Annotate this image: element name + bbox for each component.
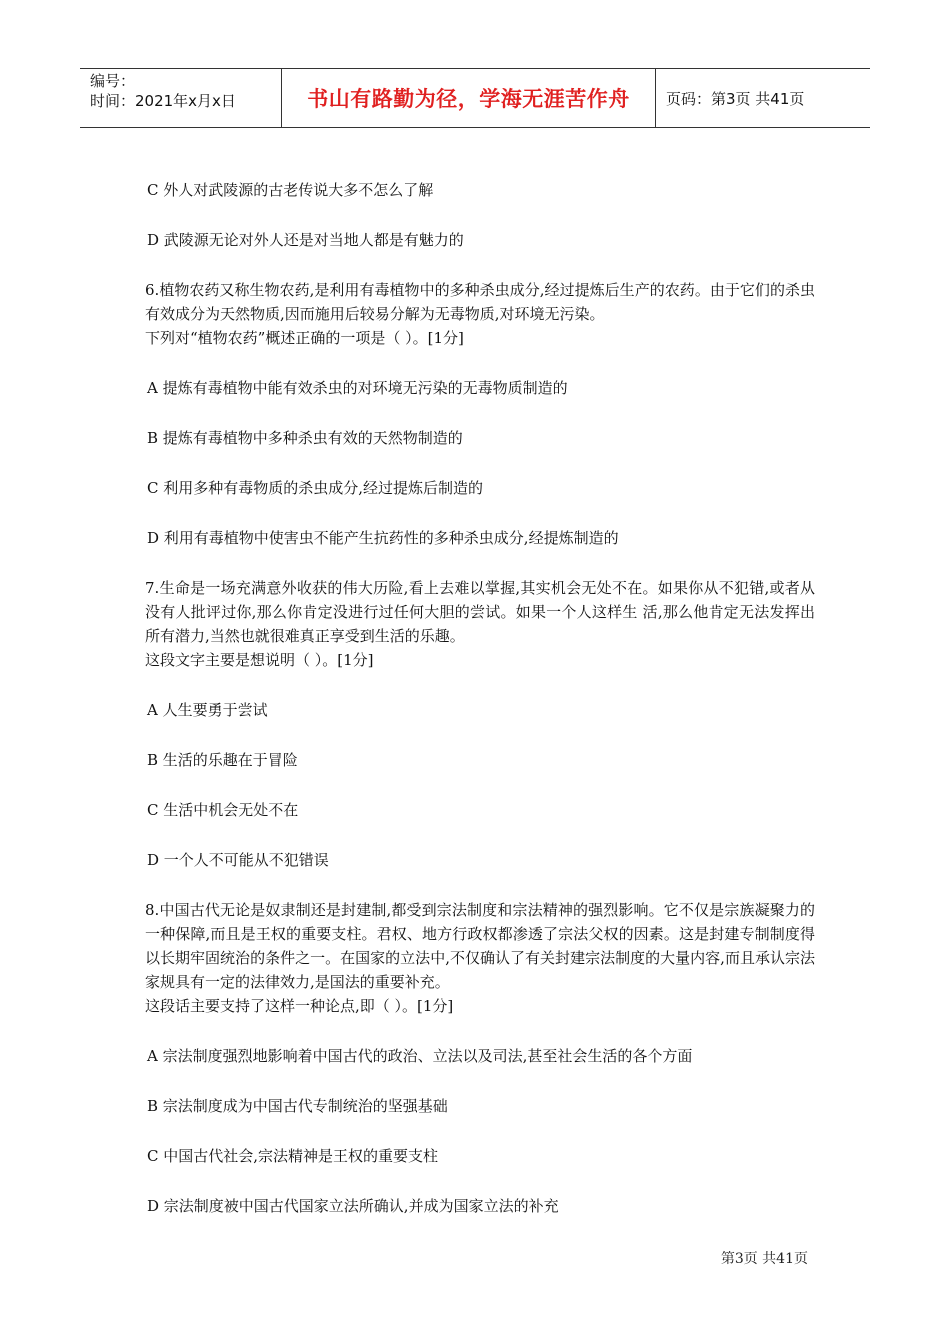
q8-option-d: D 宗法制度被中国古代国家立法所确认,并成为国家立法的补充 [147, 1197, 559, 1215]
header-meta [80, 69, 282, 127]
q6-option-d: D 利用有毒植物中使害虫不能产生抗药性的多种杀虫成分,经提炼制造的 [147, 529, 619, 547]
q8-option-b: B 宗法制度成为中国古代专制统治的坚强基础 [147, 1097, 448, 1115]
header-motto: 书山有路勤为径，学海无涯苦作舟 [282, 69, 656, 127]
page-footer: 第3页 共41页 [720, 1251, 808, 1267]
question-6-prompt: 下列对“植物农药”概述正确的一项是（ ）。[1分] [145, 329, 464, 347]
date-label: 时间：2021年x月x日 [90, 92, 236, 110]
question-7-prompt: 这段文字主要是想说明（ ）。[1分] [145, 651, 374, 669]
number-label: 编号： [90, 72, 136, 90]
question-8 [145, 898, 815, 1018]
q8-option-a: A 宗法制度强烈地影响着中国古代的政治、立法以及司法,甚至社会生活的各个方面 [147, 1047, 693, 1065]
header-page-code: 页码：第3页 共41页 [666, 89, 805, 108]
q5-option-c: C 外人对武陵源的古老传说大多不怎么了解 [147, 181, 434, 199]
q7-option-a: A 人生要勇于尝试 [147, 701, 268, 719]
q7-option-d: D 一个人不可能从不犯错误 [147, 851, 329, 869]
question-6-text: 6.植物农药又称生物农药,是利用有毒植物中的多种杀虫成分,经过提炼后生产的农药。由于它们的杀虫有效成分为天然物质,因而施用后较易分解为无毒物质,对环境无污染。 [145, 281, 815, 323]
q8-option-c: C 中国古代社会,宗法精神是王权的重要支柱 [147, 1147, 439, 1165]
question-6 [145, 278, 815, 350]
q5-option-d: D 武陵源无论对外人还是对当地人都是有魅力的 [147, 231, 464, 249]
question-8-text: 8.中国古代无论是奴隶制还是封建制,都受到宗法制度和宗法精神的强烈影响。它不仅是宗族凝聚力的一种保障,而且是王权的重要支柱。君权、地方行政权都渗透了宗法父权的因素。这是封建专制制度得以长期牢固统治的条件之一。在国家的立法中,不仅确认了有关封建宗法制度的大量内容,而且承认宗法家规具有一定的法律效力,是国法的重要补充。 [145, 901, 815, 991]
document-body [145, 178, 815, 1244]
question-7 [145, 576, 815, 672]
q6-option-a: A 提炼有毒植物中能有效杀虫的对环境无污染的无毒物质制造的 [147, 379, 568, 397]
page-header [80, 68, 870, 128]
q6-option-b: B 提炼有毒植物中多种杀虫有效的天然物制造的 [147, 429, 463, 447]
q7-option-c: C 生活中机会无处不在 [147, 801, 299, 819]
question-7-text: 7.生命是一场充满意外收获的伟大历险,看上去难以掌握,其实机会无处不在。如果你从不犯错,或者从没有人批评过你,那么你肯定没进行过任何大胆的尝试。如果一个人这样生 活,那么他肯定无法发挥出所有潜力,当然也就很难真正享受到生活的乐趣。 [145, 579, 815, 645]
q7-option-b: B 生活的乐趣在于冒险 [147, 751, 298, 769]
question-8-prompt: 这段话主要支持了这样一种论点,即（ ）。[1分] [145, 997, 454, 1015]
q6-option-c: C 利用多种有毒物质的杀虫成分,经过提炼后制造的 [147, 479, 484, 497]
